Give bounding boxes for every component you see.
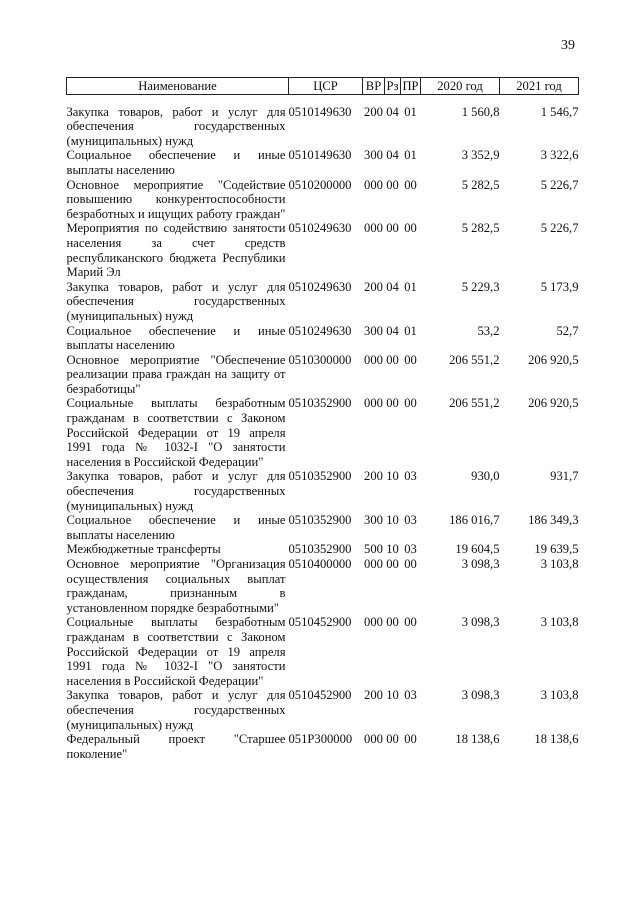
table-body [67, 94, 579, 761]
row-pr: 00 [404, 177, 417, 192]
row-amount-2021: 5 226,7 [540, 221, 579, 236]
row-csr: 0510200000 [288, 177, 352, 192]
row-name: Социальные выплаты безработным гражданам в соответствии с Законом Российской Федерации от 19 апреля 1991 года № 1032-I "О занятости населения в Российской Федерации" [66, 615, 286, 688]
row-csr: 0510149630 [288, 148, 352, 163]
row-vr: 000 [364, 615, 383, 630]
budget-table [66, 77, 579, 761]
row-vr: 000 [364, 557, 383, 571]
table-row [67, 324, 579, 353]
row-csr: 0510249630 [288, 221, 352, 236]
row-name: Закупка товаров, работ и услуг для обеспечения государственных (муниципальных) нужд [66, 104, 286, 148]
row-pr: 01 [404, 323, 417, 338]
row-name: Основное мероприятие "Обеспечение реализации права граждан на защиту от безработицы" [66, 352, 286, 396]
row-amount-2021: 206 920,5 [528, 396, 579, 411]
row-csr: 0510452900 [288, 615, 352, 630]
table-row [67, 221, 579, 279]
row-amount-2020: 5 282,5 [461, 221, 500, 236]
row-pr: 00 [404, 352, 417, 367]
row-csr: 051P300000 [288, 732, 353, 747]
table-row [67, 94, 579, 148]
row-rz: 10 [386, 688, 399, 703]
row-amount-2021: 5 226,7 [540, 177, 579, 192]
row-vr: 500 [364, 542, 383, 557]
row-csr: 0510352900 [288, 396, 352, 411]
row-rz: 04 [386, 148, 399, 163]
row-pr: 00 [404, 615, 417, 630]
row-amount-2020: 3 352,9 [461, 148, 500, 163]
row-amount-2021: 3 103,8 [540, 688, 579, 703]
table-row [67, 542, 579, 557]
row-pr: 01 [404, 104, 417, 119]
row-amount-2020: 206 551,2 [449, 396, 500, 411]
row-pr: 00 [404, 396, 417, 411]
row-vr: 300 [364, 323, 383, 338]
table-row [67, 513, 579, 542]
header-vr: ВР [363, 78, 385, 95]
row-amount-2021: 5 173,9 [540, 279, 579, 294]
row-vr: 200 [364, 104, 383, 119]
row-csr: 0510352900 [288, 542, 352, 557]
row-name: Межбюджетные трансферты [66, 542, 221, 557]
row-csr: 0510352900 [288, 513, 352, 528]
row-csr: 0510452900 [288, 688, 352, 703]
row-vr: 200 [364, 688, 383, 703]
row-amount-2021: 1 546,7 [540, 104, 579, 119]
row-amount-2021: 3 322,6 [540, 148, 579, 163]
row-name: Основное мероприятие "Организация осуществления социальных выплат гражданам, признанным в установленном порядке безработными" [66, 557, 286, 615]
table-row [67, 615, 579, 688]
row-amount-2020: 186 016,7 [449, 513, 500, 528]
row-rz: 04 [386, 279, 399, 294]
row-pr: 03 [404, 688, 417, 703]
row-amount-2021: 931,7 [550, 469, 579, 484]
table-header-row [67, 78, 579, 95]
row-name: Социальное обеспечение и иные выплаты населению [66, 513, 286, 542]
table-row [67, 178, 579, 222]
page-number: 39 [561, 38, 575, 53]
row-amount-2021: 3 103,8 [540, 557, 579, 571]
row-rz: 10 [386, 542, 399, 557]
row-csr: 0510300000 [288, 352, 352, 367]
row-pr: 03 [404, 542, 417, 557]
row-rz: 00 [386, 732, 399, 747]
row-amount-2021: 3 103,8 [540, 615, 579, 630]
row-amount-2020: 53,2 [477, 323, 500, 338]
row-vr: 000 [364, 221, 383, 236]
row-rz: 00 [386, 352, 399, 367]
row-rz: 04 [386, 104, 399, 119]
row-name: Основное мероприятие "Содействие повышению конкурентоспособности безработных и ищущих работу граждан" [66, 177, 286, 221]
row-csr: 0510352900 [288, 469, 352, 484]
row-pr: 01 [404, 279, 417, 294]
header-pr: ПР [402, 79, 419, 93]
row-rz: 00 [386, 221, 399, 236]
table-row [67, 353, 579, 397]
row-vr: 000 [364, 396, 383, 411]
row-amount-2020: 5 282,5 [461, 177, 500, 192]
row-name: Социальное обеспечение и иные выплаты населению [66, 148, 286, 177]
row-pr: 03 [404, 513, 417, 528]
row-rz: 04 [386, 323, 399, 338]
table-row [67, 469, 579, 513]
table-row [67, 732, 579, 761]
row-name: Социальные выплаты безработным гражданам в соответствии с Законом Российской Федерации от 19 апреля 1991 года № 1032-I "О занятости населения в Российской Федерации" [66, 396, 286, 469]
row-vr: 200 [364, 469, 383, 484]
row-vr: 000 [364, 732, 383, 747]
row-pr: 00 [404, 221, 417, 236]
row-pr: 00 [404, 732, 417, 747]
row-vr: 000 [364, 352, 383, 367]
row-amount-2021: 18 138,6 [534, 732, 579, 747]
row-pr: 01 [404, 148, 417, 163]
row-rz: 00 [386, 396, 399, 411]
table-row [67, 396, 579, 469]
row-pr: 03 [404, 469, 417, 484]
row-name: Закупка товаров, работ и услуг для обеспечения государственных (муниципальных) нужд [66, 279, 286, 323]
header-csr: ЦСР [289, 78, 363, 95]
row-csr: 0510249630 [288, 323, 352, 338]
row-amount-2020: 3 098,3 [461, 615, 500, 630]
header-2020: 2020 год [421, 78, 500, 95]
table-row [67, 280, 579, 324]
header-name: Наименование [67, 78, 289, 95]
row-amount-2020: 3 098,3 [461, 557, 500, 571]
row-rz: 00 [386, 615, 399, 630]
row-name: Закупка товаров, работ и услуг для обеспечения государственных (муниципальных) нужд [66, 469, 286, 513]
header-2021: 2021 год [500, 78, 579, 95]
row-amount-2020: 5 229,3 [461, 279, 500, 294]
header-rz: Рз [385, 78, 401, 95]
row-amount-2021: 52,7 [556, 323, 579, 338]
row-amount-2020: 1 560,8 [461, 104, 500, 119]
row-vr: 300 [364, 513, 383, 528]
table-row [67, 688, 579, 732]
table-row [67, 557, 579, 615]
row-amount-2020: 206 551,2 [449, 352, 500, 367]
row-name: Закупка товаров, работ и услуг для обеспечения государственных (муниципальных) нужд [66, 688, 286, 732]
row-amount-2020: 930,0 [471, 469, 500, 484]
row-vr: 300 [364, 148, 383, 163]
row-rz: 00 [386, 177, 399, 192]
table-row [67, 148, 579, 177]
row-csr: 0510400000 [288, 557, 352, 571]
row-vr: 200 [364, 279, 383, 294]
row-name: Федеральный проект "Старшее поколение" [66, 732, 286, 761]
row-name: Мероприятия по содействию занятости населения за счет средств республиканского бюджета Республики Марий Эл [66, 221, 286, 280]
row-rz: 10 [386, 513, 399, 528]
row-rz: 00 [386, 557, 399, 571]
row-csr: 0510249630 [288, 279, 352, 294]
row-name: Социальное обеспечение и иные выплаты населению [66, 323, 286, 353]
row-amount-2020: 18 138,6 [455, 732, 500, 747]
row-amount-2021: 206 920,5 [528, 352, 579, 367]
row-amount-2020: 19 604,5 [455, 542, 500, 557]
row-pr: 00 [404, 557, 417, 571]
row-amount-2021: 19 639,5 [534, 542, 579, 557]
row-amount-2021: 186 349,3 [528, 513, 579, 528]
row-rz: 10 [386, 469, 399, 484]
row-vr: 000 [364, 177, 383, 192]
row-csr: 0510149630 [288, 104, 352, 119]
row-amount-2020: 3 098,3 [461, 688, 500, 703]
